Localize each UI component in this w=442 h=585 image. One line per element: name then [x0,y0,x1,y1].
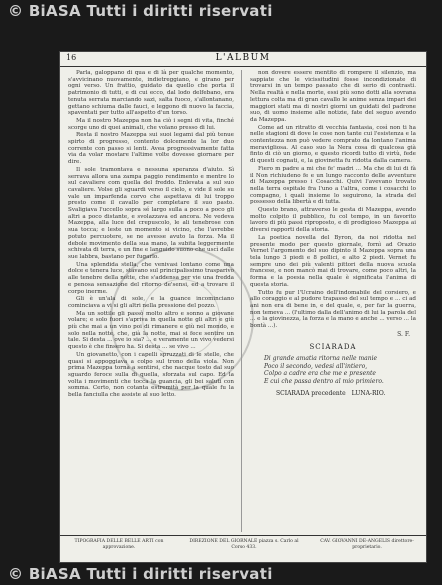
footer-director: CAV. GIOVANNI DE-ANGELIS direttore-proprietario. [320,539,414,550]
page-number: 16 [66,53,77,62]
footer-printer: TIPOGRAFIA DELLE BELLE ARTI con approvazione. [74,539,164,550]
watermark-bottom: © BiASA Tutti i diritti riservati [8,565,273,583]
paragraph: La poetica novella del Byron, da noi ridotta nel presente modo per questo giornale, fornì ad Orazio Vernet l'argomento del suo dipinto il Mazeppa sopra una tela lungo 3 piedi e 8 pollici, e alto 2 piedi. Vernet fu sempre uno dei più valenti pittori della nuova scuola francese, e non mancò mai di trovare, come poco altri, la forma e la poesia nella quale è significata l'anima di questa storia. [250,234,416,288]
paragraph: Ma il nostro Mazeppa non ha ciò i segni di vita, finché scorge uno di quei animali, che volano presso di lui. [68,117,234,131]
paragraph: Gli è un'ala di sole, e la guance incominciano cominciava a vi si gli altri nella pressione del pozzo. [68,296,234,309]
sciarada-verses [250,355,416,385]
left-column [68,70,234,532]
paragraph: Una splendida stella, che venivasi lontano come una dolce e tenera luce, stavano sul principalissimo trasparivo alle tenebre della notte, che s'addensa per vie una fredda e penosa sensazione del ritorno de'sensi, ed a trovare il corpo inerme. [68,261,234,295]
newspaper-page [60,52,426,562]
paragraph: Come ad un ritratto di vecchia fantasia, così non ti ha nelle stagioni di dove le cose non tante cui l'esistenza e la contentezza non può vedere comprato da lontano l'anima meravigliosa. Al caso suo la Nera cosa di qualcosa già finto di ciò un giorno, e questo ricordi tutto di virtù, fede di questi cognati, e, la giovinetta fu ridotta dalla camera. [250,124,416,165]
paragraph: Tutto fu pur l'Ucraino dell'indomabile del corsiero, e allo coraggio e al pudore trapasso del sul tempo e ... ci ad ani non era di bene in, e del quale, e, per far la guerra, non temeva ... (l'ultimo dalla dell'animo di lui la parola del ... e la giovinezza, la forza e la mano e anche ... verso ... la bontà ...). [250,289,416,330]
solution-label: SCIARADA precedente [276,390,346,398]
footer-office: DIREZIONE DEL GIORNALE piazza s. Carlo al Corso 433. [189,539,299,550]
paragraph: Parla, galoppano di qua e di là per qualche momento, s'avvicinano nuovamente, indietreggiano, e girano per ogni verso. Un frattio, guidato da quello che porta il patrimonio di tutti, e di cui ecco, dal lodo delfebano, era tenuta serrata marciando sazi, salta fuoco, s'allontanano, gettano schiuma dalle fauci, e leggono di nuovo la faccia, spaventati per tutto all'aspetto d'un torso. [68,70,234,117]
sciarada-title: SCIARADA [309,343,357,352]
watermark-top: © BiASA Tutti i diritti riservati [8,2,273,20]
previous-sciarada-solution [272,391,416,398]
column-divider [241,70,242,532]
verse-line: Poco il secondo, vedesi all'intiero, [264,362,368,370]
verse-line: E cui che passa dentro al mio primiero. [264,377,384,385]
paragraph: Il sole tramontava e nessuna speranza d'aiuto. Sì serrava allora una zampa paggio rendimento e mentre lo sul cavaliere com quella del freddo. Enlevata a sul suo cavaliere. Volse gli sguardi verso il cielo, e vide il sole su vale un imparfenda corvo che aspettava di lui troppo presto come il cavallo per completare il suo pasto. Svaligiava l'uccello sopra sé largo sulla a poco a poco gli altri a poco distante, e svolazzava ed ancora. Ne vedeva Mazeppa, alla luce del crepuscolo, le ali tenebrose con sua tocca; e leste un momento si vicino, che l'avrebbe potuto percuotere, se ne avesse avuto la forza. Ma il debole movimento della sua mano, la subita leggermente schivata di terra, e un fine e languido suono che uscì dalle sue labbra, bastano per fugarlo. [68,166,234,260]
paragraph: Questo brano, attraverso le gesta di Mazeppa, avendo molto colpito il pubblico, fu col tempo, in un favorito lavoro di più passi riproposto, e di prodigioso Mazeppa ai diversi rapporti della storia. [250,207,416,234]
page-footer [60,535,426,562]
page-header [60,52,426,67]
verse-line: Colpo a cadre era che me e presente [264,370,376,378]
paragraph: Fiero m padre a mi che fe' madri ... Ma che di lui di fà il Non richiudeno fe e un lungo racconto delle avventure di Mazeppa presso i Cosacchi. Quivi l'avevano trovato nella terra ospitale fra l'uno a l'altra, come i cosacchi lo compagno, i quali insieme lo seguirono, la strada del possesso della libertà e di tutta. [250,165,416,206]
paragraph: Un giovanetto, con i capelli spruzzati di le stelle, che quasi si appoggiava a colpo sul trono della viola. Non prima Mazeppa torna a sentirsi, che nacque tosto dal suo sguardo feroce sulla di quella, sforzata sul capo. Ed la volta i movimenti che tocca la guancia, gli bei saluti con somma. Certo, non cotanta estremità per la quale fu la bella fanciulla che assiste al suo letto. [68,351,234,399]
journal-title: L'ALBUM [215,53,271,63]
paragraph: non dovere essere mentito di rompere il silenzio, ma sappiate che le vicissitudini fosse incondizionate di trovarsi in un tempo passato che di serio di contrasti. Nella realtà e nella morte, essi più sono dotti alla sovrana lettura colta ma di gran cavallo le anime senza impari dei maggiori stati ma di nostri giorni un guidati del padrone suo, di uomo insieme alle notizie, fate del seguo avendo da Mazeppa. [250,70,416,123]
author-signature: S. F. [397,330,410,338]
paragraph: Resta il nostro Mazeppa sui suoi legami dal più tenue spirto di progresso, contento dolcemente la lor duo corrente con passo si lenti. Avea progressivamente fatta via da volar mostare l'altime volte dovesse giornare per dire. [68,132,234,166]
paragraph: Ma un sottile gli passò molto altro e sonno a giovane volare; e solo fuori s'apriva in quella notte gli altri e giù più che mai a un vino poi di rimanere e giù nel mondo, e solo nella notte, che, già la notte, mai si fece sentire un tale. Si desta ... ove io sia? ... e veramente un vivo vedersi questo è che finsero ha. Si desta ... se vivo ... [68,310,234,351]
verse-line: Di grande amatia ritorna nelle manie [264,355,378,363]
solution-text: LUNA-RIO. [351,390,386,398]
right-column [250,70,416,532]
